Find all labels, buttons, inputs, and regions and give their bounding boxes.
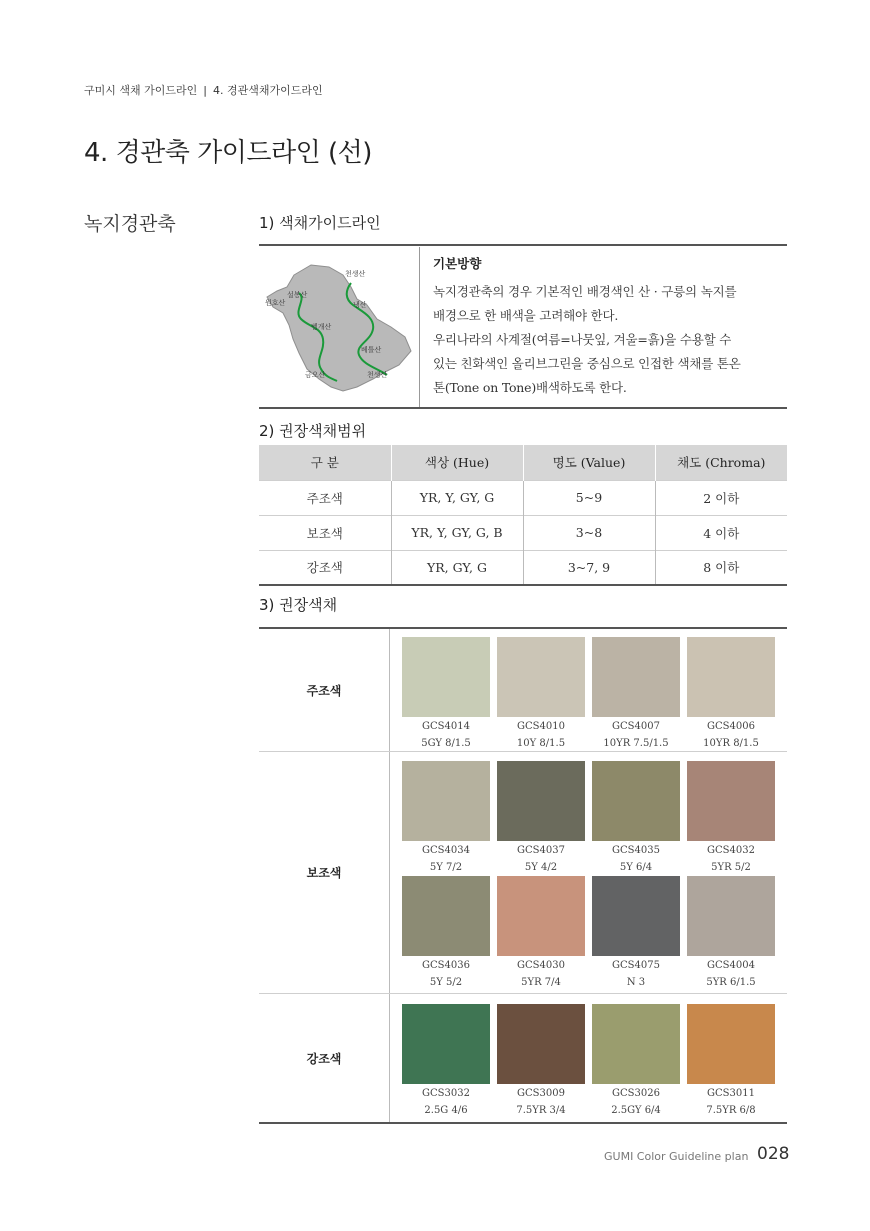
swatch-munsell: 5YR 7/4 [521,977,561,988]
breadcrumb-separator: | [203,84,207,97]
swatch-munsell: 2.5GY 6/4 [611,1105,661,1116]
table-row [259,550,787,585]
color-swatch [497,637,585,751]
table-cell: 강조색 [259,550,391,585]
swatch-munsell: 5YR 6/1.5 [706,977,756,988]
subsection-title-swatches: 3) 권장색채 [259,596,338,614]
page-number: 028 [757,1144,790,1164]
swatch-munsell: 5Y 7/2 [429,862,463,873]
table-cell: YR, GY, G [391,550,523,585]
swatch-chip [402,761,490,841]
map-label: 베틀산 [361,346,382,354]
swatch-munsell: N 3 [626,977,646,988]
color-swatch [592,1004,680,1118]
swatch-code: GCS4007 [612,721,660,732]
swatch-munsell: 10YR 7.5/1.5 [603,738,669,749]
table-row [259,480,787,515]
swatch-code: GCS4006 [707,721,755,732]
swatch-code: GCS4004 [707,960,755,971]
group-label: 주조색 [259,629,390,751]
swatch-chip [687,761,775,841]
column-header: 채도 (Chroma) [655,445,787,480]
group-label: 강조색 [259,994,390,1122]
swatch-chip [687,876,775,956]
color-swatch [592,637,680,751]
color-swatch [687,876,775,990]
swatch-code: GCS4014 [422,721,470,732]
swatch-chip [497,876,585,956]
color-range-table [259,445,787,586]
table-cell: 8 이하 [655,550,787,585]
color-swatch [687,637,775,751]
swatch-chip [402,876,490,956]
swatch-munsell: 5GY 8/1.5 [421,738,471,749]
column-header: 구 분 [259,445,391,480]
column-header: 명도 (Value) [523,445,655,480]
swatch-chip [402,637,490,717]
swatch-code: GCS4036 [422,960,470,971]
swatch-code: GCS3011 [707,1088,755,1099]
swatch-code: GCS3009 [517,1088,565,1099]
color-swatch [592,876,680,990]
section-label: 녹지경관축 [84,213,176,235]
footer-text: GUMI Color Guideline plan [604,1150,749,1163]
swatch-munsell: 5Y 6/4 [619,862,653,873]
subsection-title-range: 2) 권장색채범위 [259,422,367,440]
swatch-chip [592,637,680,717]
color-swatch [497,876,585,990]
intro-line: 배경으로 한 배색을 고려해야 한다. [433,308,619,323]
swatch-code: GCS4037 [517,845,565,856]
color-swatch [402,876,490,990]
map-illustration [259,247,420,407]
table-cell: 보조색 [259,515,391,550]
divider [259,407,787,409]
breadcrumb-chapter: 4. 경관색채가이드라인 [212,84,323,97]
intro-text [433,254,783,400]
swatch-code: GCS4035 [612,845,660,856]
swatch-code: GCS4075 [612,960,660,971]
table-row [259,515,787,550]
intro-line: 녹지경관축의 경우 기본적인 배경색인 산 · 구릉의 녹지를 [433,284,737,299]
divider [259,244,787,246]
swatch-code: GCS4030 [517,960,565,971]
swatch-code: GCS4032 [707,845,755,856]
color-swatch [402,761,490,875]
swatch-chip [687,637,775,717]
swatch-chip [687,1004,775,1084]
swatch-munsell: 10YR 8/1.5 [703,738,759,749]
table-cell: YR, Y, GY, G, B [391,515,523,550]
swatch-group-sub [259,752,787,994]
swatch-munsell: 2.5G 4/6 [424,1105,468,1116]
table-cell: 3~7, 9 [523,550,655,585]
map-label: 천생산 [345,270,366,278]
map-label: 냉산 [353,301,367,309]
page-title: 4. 경관축 가이드라인 (선) [84,138,372,168]
swatch-chip [592,1004,680,1084]
swatch-munsell: 7.5YR 6/8 [706,1105,756,1116]
swatch-chip [592,761,680,841]
color-swatch [402,1004,490,1118]
color-swatch [592,761,680,875]
swatch-munsell: 5Y 4/2 [524,862,558,873]
swatch-group-accent [259,994,787,1124]
map-label: 천생산 [367,371,388,379]
intro-line: 우리나라의 사계절(여름=나뭇잎, 겨울=흙)을 수용할 수 [433,332,732,347]
intro-line: 톤(Tone on Tone)배색하도록 한다. [433,380,627,395]
district-map [259,247,420,407]
column-header: 색상 (Hue) [391,445,523,480]
color-swatch [497,1004,585,1118]
swatch-code: GCS3032 [422,1088,470,1099]
table-cell: 3~8 [523,515,655,550]
map-label: 금오산 [305,371,326,379]
map-label: 설봉산 [287,291,308,299]
breadcrumb-doc: 구미시 색채 가이드라인 [84,84,198,97]
swatch-munsell: 5Y 5/2 [429,977,463,988]
swatch-chip [592,876,680,956]
map-label: 벨개산 [311,323,332,331]
group-label: 보조색 [259,752,390,993]
swatch-chip [402,1004,490,1084]
table-cell: 주조색 [259,480,391,515]
swatch-munsell: 10Y 8/1.5 [516,738,566,749]
intro-heading: 기본방향 [433,256,482,271]
swatch-group-main [259,629,787,752]
swatch-munsell: 5YR 5/2 [711,862,751,873]
swatch-code: GCS3026 [612,1088,660,1099]
subsection-title-guideline: 1) 색채가이드라인 [259,214,381,232]
map-label: 원호산 [265,299,286,307]
color-swatch [402,637,490,751]
swatch-code: GCS4010 [517,721,565,732]
table-header-row [259,445,787,480]
table-cell: YR, Y, GY, G [391,480,523,515]
color-swatch [497,761,585,875]
swatch-chip [497,1004,585,1084]
table-cell: 5~9 [523,480,655,515]
intro-line: 있는 친화색인 올리브그린을 중심으로 인접한 색채를 톤온 [433,356,741,371]
table-cell: 4 이하 [655,515,787,550]
swatch-munsell: 7.5YR 3/4 [516,1105,566,1116]
swatch-chip [497,637,585,717]
table-cell: 2 이하 [655,480,787,515]
color-swatch [687,1004,775,1118]
swatch-code: GCS4034 [422,845,470,856]
color-swatch [687,761,775,875]
breadcrumb [84,82,323,98]
swatch-chip [497,761,585,841]
